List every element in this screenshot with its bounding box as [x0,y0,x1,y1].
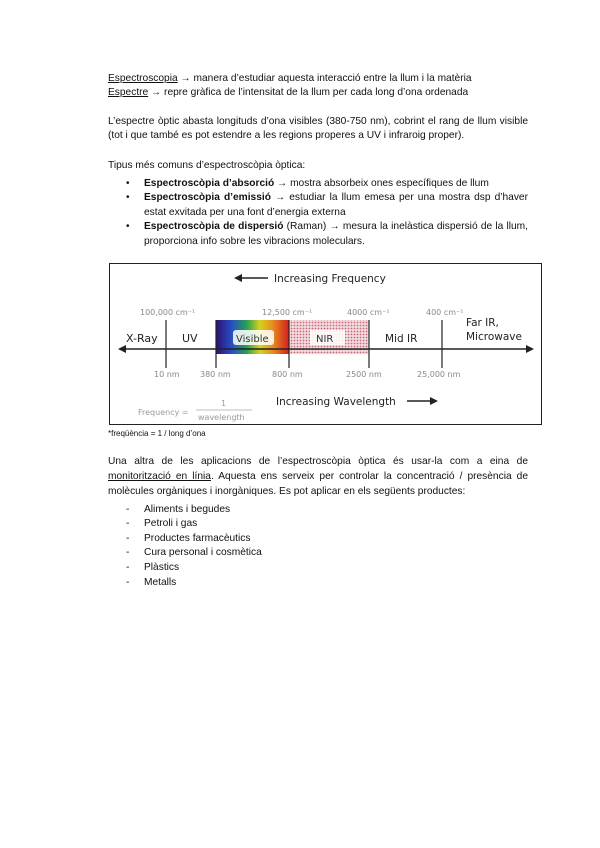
top-tick-label: 400 cm⁻¹ [426,308,464,318]
types-intro: Tipus més comuns d’espectroscòpia òptica: [108,159,306,171]
increasing-wavelength-label: Increasing Wavelength [276,396,396,409]
region-xray: X-Ray [126,332,158,346]
definitions [108,72,528,101]
bottom-tick-label: 800 nm [272,370,303,380]
region-uv: UV [182,332,198,346]
list-item: • Espectroscòpia d’absorció → mostra absorbeix ones específiques de llum [144,177,528,191]
bottom-tick-label: 380 nm [200,370,231,380]
products-list [108,503,528,591]
list-item: - Aliments i begudes [144,503,528,518]
list-item: - Cura personal i cosmètica [144,546,528,561]
optic-spectrum-paragraph: L’espectre òptic abasta longituds d’ona visibles (380-750 nm), cobrint el rang de llum visible (tot i que també es pot estendre a les regions properes a UV i infraroig proper). [108,115,528,142]
increasing-frequency-label: Increasing Frequency [274,273,386,286]
axis-right-arrow [526,345,534,353]
region-mid-ir: Mid IR [385,333,418,346]
axis-left-arrow [118,345,126,353]
region-microwave: Microwave [466,331,522,344]
document-page [108,72,528,590]
top-tick-label: 100,000 cm⁻¹ [140,308,196,318]
spectrum-diagram [109,263,542,425]
wavelength-arrow-head [430,397,438,405]
top-tick-label: 4000 cm⁻¹ [347,308,390,318]
term-espectroscopia: Espectroscopia [108,73,178,84]
formula-numerator: 1 [221,399,227,409]
monitoring-link: monitorització en línia [108,471,211,483]
spectrum-svg [110,264,541,424]
bottom-tick-label: 25,000 nm [417,370,461,380]
types-list [108,177,528,249]
region-nir: NIR [316,334,334,346]
top-tick-label: 12,500 cm⁻¹ [262,308,313,318]
region-far-ir: Far IR, [466,317,499,330]
region-visible: Visible [236,334,269,346]
list-item: - Productes farmacèutics [144,532,528,547]
list-item: • Espectroscòpia de dispersió (Raman) → mesura la inelàstica dispersió de la llum, proporciona info sobre les vibracions moleculars. [144,220,528,249]
frequency-arrow-head [234,274,242,282]
formula-label: Frequency = [138,408,189,418]
monitoring-paragraph: Una altra de les aplicacions de l’espectroscòpia òptica és usar-la com a eina de monitorització en línia. Aquesta ens serveix per controlar la concentració / presència de molècules orgàniques i inorgàniques. Es pot aplicar en els següents productes: [108,456,528,498]
definition-espectre: Espectre → repre gràfica de l’intensitat de la llum per cada long d’ona ordenada [108,87,469,99]
figure-caption: *freqüència = 1 / long d’ona [108,429,206,439]
list-item: - Plàstics [144,561,528,576]
list-item: - Petroli i gas [144,517,528,532]
formula-denominator: wavelength [198,413,245,423]
bottom-tick-label: 2500 nm [346,370,382,380]
bottom-tick-label: 10 nm [154,370,180,380]
list-item: - Metalls [144,576,528,591]
list-item: • Espectroscòpia d’emissió → estudiar la llum emesa per una mostra dsp d’haver estat exvitada per una font d’energia externa [144,191,528,220]
definition-espectroscopia: Espectroscopia → manera d’estudiar aquesta interacció entre la llum i la matèria [108,73,472,84]
term-espectre: Espectre [108,87,149,99]
